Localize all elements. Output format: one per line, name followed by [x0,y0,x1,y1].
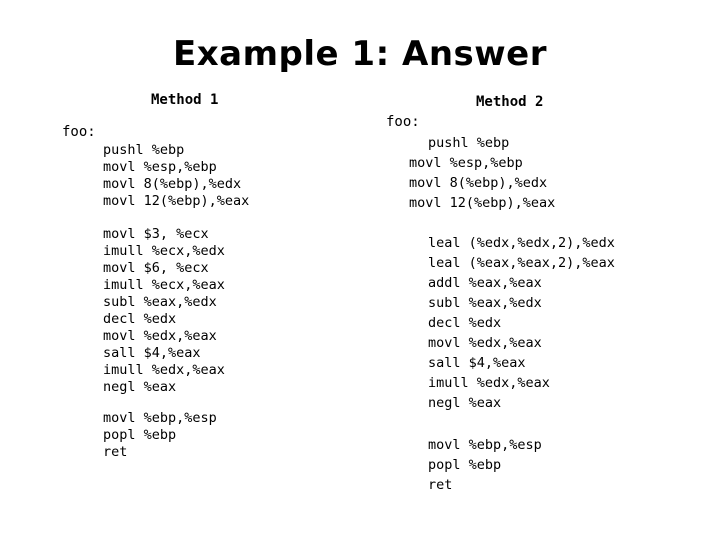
method-2-function-label: foo: [386,114,420,130]
code-line: ret [103,444,128,460]
code-line: imull %ecx,%edx [103,243,225,259]
method-1-body [103,226,225,396]
code-line: movl 12(%ebp),%eax [409,195,556,211]
method-2-epilogue [428,435,542,495]
code-line: subl %eax,%edx [428,295,542,311]
code-line: negl %eax [103,379,177,395]
code-line: imull %edx,%eax [103,362,225,378]
code-line: decl %edx [428,315,502,331]
code-line: movl %edx,%eax [103,328,217,344]
code-line: movl %esp,%ebp [103,159,217,175]
code-line: movl %edx,%eax [428,335,542,351]
code-line: sall $4,%eax [428,355,526,371]
code-line: negl %eax [428,395,502,411]
slide-title: Example 1: Answer [173,34,547,74]
code-line: imull %edx,%eax [428,375,550,391]
code-line: movl %ebp,%esp [103,410,217,426]
code-line: addl %eax,%eax [428,275,542,291]
code-line: subl %eax,%edx [103,294,217,310]
code-line: leal (%edx,%edx,2),%edx [428,235,615,251]
code-line: movl 8(%ebp),%edx [409,175,548,191]
code-line: popl %ebp [428,457,502,473]
code-line: movl 12(%ebp),%eax [103,193,250,209]
code-line: imull %ecx,%eax [103,277,225,293]
code-line: movl $6, %ecx [103,260,209,276]
code-line: pushl %ebp [103,142,185,158]
code-line: ret [428,477,453,493]
code-line: decl %edx [103,311,177,327]
method-1-epilogue [103,410,217,461]
method-1-function-label: foo: [62,124,96,140]
code-line: leal (%eax,%eax,2),%eax [428,255,615,271]
code-line: pushl %ebp [428,135,510,151]
code-line: popl %ebp [103,427,177,443]
code-line: movl %ebp,%esp [428,437,542,453]
code-line: movl $3, %ecx [103,226,209,242]
method-2-prologue [409,133,555,213]
method-1-prologue [103,142,249,210]
code-line: movl %esp,%ebp [409,155,523,171]
method-1-heading: Method 1 [151,92,219,108]
code-line: sall $4,%eax [103,345,201,361]
code-line: movl 8(%ebp),%edx [103,176,242,192]
method-2-body [428,233,615,413]
method-2-heading: Method 2 [476,94,544,110]
